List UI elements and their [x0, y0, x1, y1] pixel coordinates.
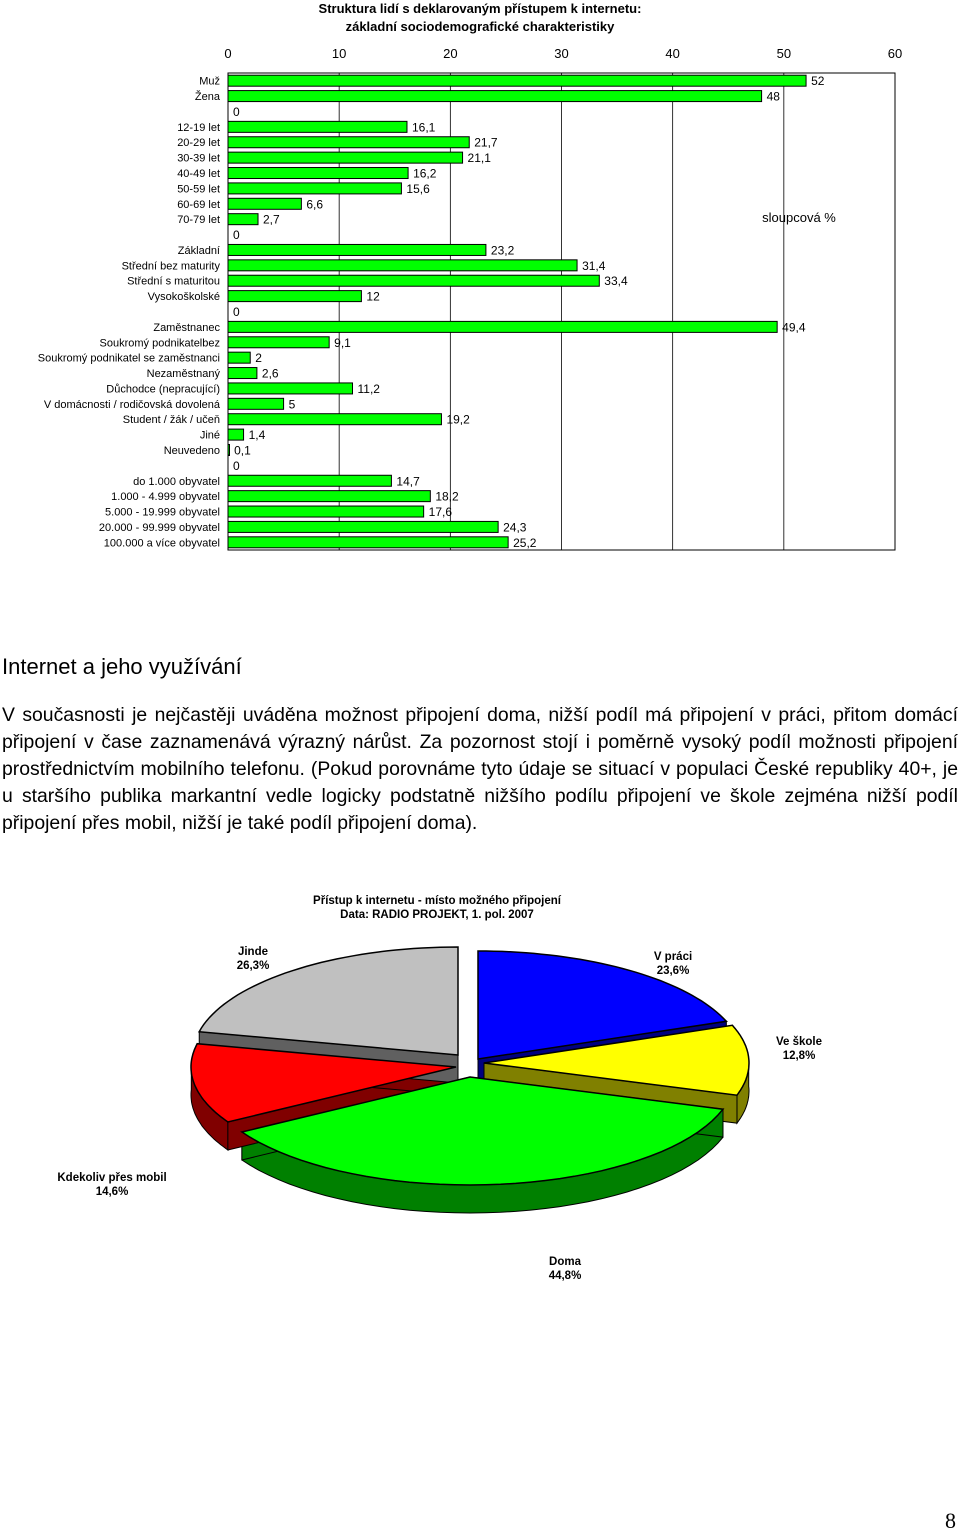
- bar: [228, 521, 498, 532]
- bar-value-label: 11,2: [357, 381, 380, 396]
- pie-slice-name: Jinde: [237, 946, 269, 958]
- category-label: Muž: [199, 75, 220, 88]
- pie-slice-value: 23,6%: [656, 965, 690, 977]
- category-label: 20-29 let: [177, 137, 220, 150]
- bar: [228, 198, 301, 209]
- bar-value-label: 0: [233, 458, 240, 473]
- category-label: Důchodce (nepracující): [106, 383, 220, 396]
- bar-value-label: 6,6: [306, 197, 324, 212]
- pie-slice-name: Ve škole: [775, 1036, 823, 1048]
- category-label: Zaměstnanec: [153, 321, 220, 334]
- bar-value-label: 25,2: [513, 535, 537, 550]
- category-label: Střední s maturitou: [127, 275, 220, 288]
- body-paragraph: V současnosti je nejčastěji uváděna možnost připojení doma, nižší podíl má připojení v práci, přitom domácí připojení v čase zaznamenává výrazný nárůst. Za pozornost stojí i poměrně vysoký podíl možnosti připojení prostřednictvím mobilního telefonu. (Pokud porovnáme tyto údaje se situací v populaci České republiky 40+, je u staršího publika markantní vedle logicky podstatně nižšího podílu připojení ve škole zejména nižší podíl připojení přes mobil, nižší je také podíl připojení doma).: [2, 704, 958, 834]
- pie-slice-value: 44,8%: [548, 1270, 582, 1282]
- category-label: 60-69 let: [177, 198, 220, 211]
- category-label: 50-59 let: [177, 183, 220, 196]
- bar: [228, 137, 469, 148]
- x-tick-label: 30: [554, 46, 569, 61]
- bar: [228, 537, 508, 548]
- bar-value-label: 5: [288, 397, 296, 412]
- bar-value-label: 52: [811, 74, 825, 89]
- category-label: Student / žák / učeň: [122, 414, 220, 427]
- bar-value-label: 49,4: [782, 320, 806, 335]
- x-tick-label: 40: [665, 46, 680, 61]
- bar-chart-series-label: sloupcová %: [762, 210, 836, 225]
- category-label: 40-49 let: [177, 168, 220, 181]
- bar-chart-x-ticks: [224, 46, 902, 61]
- bar-chart-bars: [228, 75, 806, 548]
- bar: [228, 352, 250, 363]
- category-label: Střední bez maturity: [121, 260, 220, 273]
- bar-value-label: 2,7: [263, 212, 280, 227]
- bar-value-label: 21,7: [474, 135, 498, 150]
- bar-value-label: 2: [255, 351, 262, 366]
- bar: [228, 75, 806, 86]
- category-label: Soukromý podnikatelbez: [99, 337, 220, 350]
- bar: [228, 383, 353, 394]
- page-number: 8: [945, 1508, 956, 1533]
- bar-value-label: 23,2: [490, 243, 515, 258]
- category-label: V domácnosti / rodičovská dovolená: [43, 398, 220, 411]
- bar-value-label: 0: [233, 104, 240, 119]
- pie-chart-slices: [191, 947, 749, 1185]
- bar-value-label: 16,1: [411, 120, 436, 135]
- pie-slice-name: V práci: [653, 951, 693, 963]
- category-label: 1.000 - 4.999 obyvatel: [111, 491, 220, 504]
- x-tick-label: 0: [224, 46, 232, 61]
- category-label: do 1.000 obyvatel: [133, 475, 220, 488]
- category-label: 5.000 - 19.999 obyvatel: [105, 506, 220, 519]
- bar: [228, 260, 577, 271]
- category-label: Vysokoškolské: [147, 291, 220, 304]
- bar: [228, 398, 284, 409]
- pie-chart-subtitle: Data: RADIO PROJEKT, 1. pol. 2007: [340, 909, 534, 921]
- bar-value-label: 0: [233, 228, 240, 243]
- bar: [228, 506, 424, 517]
- category-label: Žena: [194, 91, 220, 104]
- bar-value-label: 17,6: [428, 505, 453, 520]
- pie-slice-value: 26,3%: [236, 960, 270, 972]
- bar: [228, 168, 408, 179]
- pie-slice-value: 14,6%: [95, 1186, 129, 1198]
- bar: [228, 91, 762, 102]
- bar-value-label: 19,2: [446, 412, 470, 427]
- bar: [228, 491, 430, 502]
- bar: [228, 475, 391, 486]
- pie-chart-title: Přístup k internetu - místo možného připojení: [313, 895, 561, 907]
- bar: [228, 275, 599, 286]
- x-tick-label: 10: [331, 46, 347, 61]
- category-label: Nezaměstnaný: [146, 368, 220, 381]
- bar-value-label: 1,4: [248, 428, 266, 443]
- bar: [228, 152, 463, 163]
- bar: [228, 183, 401, 194]
- bar-value-label: 15,6: [406, 181, 430, 196]
- bar: [228, 244, 486, 255]
- category-label: 12-19 let: [177, 121, 220, 134]
- bar: [228, 321, 777, 332]
- bar: [228, 414, 441, 425]
- bar-value-label: 31,4: [582, 258, 606, 273]
- bar: [228, 368, 257, 379]
- category-label: 70-79 let: [177, 214, 220, 227]
- x-tick-label: 20: [443, 46, 458, 61]
- bar-value-label: 14,7: [396, 474, 420, 489]
- bar-chart-title: Struktura lidí s deklarovaným přístupem k internetu:: [318, 1, 642, 16]
- bar: [228, 121, 407, 132]
- bar-value-label: 0: [233, 305, 240, 319]
- pie-chart: [0, 885, 960, 1305]
- category-label: 30-39 let: [177, 152, 220, 165]
- bar: [228, 337, 329, 348]
- bar: [228, 429, 244, 440]
- x-tick-label: 50: [776, 46, 792, 61]
- bar-value-label: 18,2: [435, 489, 459, 504]
- bar-value-label: 16,2: [413, 166, 437, 181]
- category-label: Soukromý podnikatel se zaměstnanci: [37, 352, 220, 365]
- pie-slice-value: 12,8%: [782, 1050, 816, 1062]
- category-label: Základní: [177, 244, 220, 257]
- category-label: Jiné: [199, 429, 220, 442]
- bar-value-label: 0,1: [234, 443, 251, 458]
- bar: [228, 214, 258, 225]
- bar-value-label: 24,3: [503, 520, 527, 535]
- bar-chart: [0, 0, 960, 560]
- bar: [228, 291, 361, 302]
- bar-value-label: 48: [766, 89, 780, 104]
- x-tick-label: 60: [887, 46, 903, 61]
- bar-value-label: 9,1: [334, 335, 351, 350]
- pie-slice-name: Doma: [549, 1256, 581, 1268]
- bar-value-label: 33,4: [604, 274, 628, 289]
- bar: [228, 444, 230, 455]
- section-heading: Internet a jeho využívání: [2, 654, 242, 679]
- category-label: 20.000 - 99.999 obyvatel: [98, 521, 220, 534]
- bar-value-label: 2,6: [261, 366, 279, 381]
- bar-value-label: 21,1: [467, 151, 491, 166]
- category-label: 100.000 a více obyvatel: [103, 537, 220, 550]
- pie-slice-name: Kdekoliv přes mobil: [57, 1172, 167, 1184]
- bar-chart-category-labels: [38, 76, 221, 550]
- bar-value-label: 12: [366, 289, 380, 304]
- category-label: Neuvedeno: [163, 444, 220, 457]
- bar-chart-subtitle: základní sociodemografické charakteristiky: [345, 19, 615, 34]
